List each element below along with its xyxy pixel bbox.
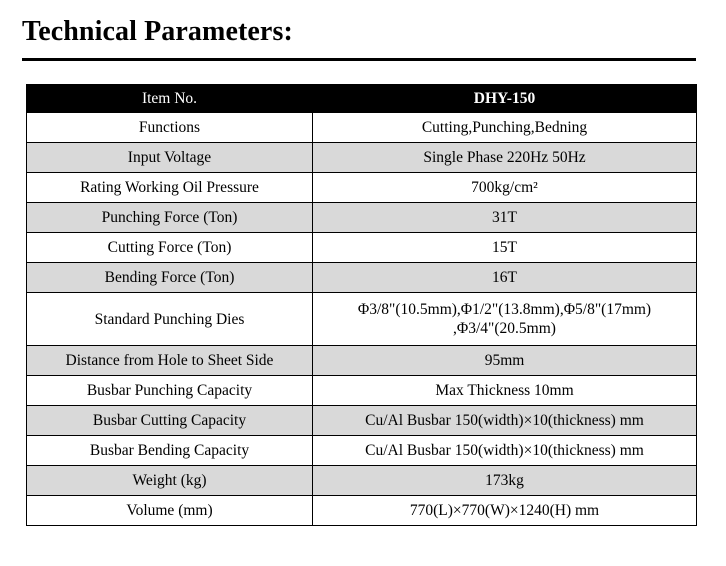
table-row-hole-distance: [27, 346, 697, 376]
table-row-oil-pressure: [27, 173, 697, 203]
table-row-bending-capacity: [27, 436, 697, 466]
table-row-volume: [27, 496, 697, 526]
row-value: 31T: [313, 203, 697, 233]
row-value: 95mm: [313, 346, 697, 376]
row-label: Bending Force (Ton): [27, 263, 313, 293]
row-value: Cu/Al Busbar 150(width)×10(thickness) mm: [313, 406, 697, 436]
table-row-input-voltage: [27, 143, 697, 173]
row-value: 16T: [313, 263, 697, 293]
table-row-cutting-capacity: [27, 406, 697, 436]
table-row-punching-dies: [27, 293, 697, 346]
header-model-cell: DHY-150: [313, 85, 697, 113]
row-value-line: Φ3/8"(10.5mm),Φ1/2"(13.8mm),Φ5/8"(17mm): [357, 301, 652, 318]
row-label: Standard Punching Dies: [27, 293, 313, 346]
table-row-punching-capacity: [27, 376, 697, 406]
row-label: Punching Force (Ton): [27, 203, 313, 233]
row-value: Cutting,Punching,Bedning: [313, 113, 697, 143]
row-label: Busbar Cutting Capacity: [27, 406, 313, 436]
row-value: 700kg/cm²: [313, 173, 697, 203]
row-value: Cu/Al Busbar 150(width)×10(thickness) mm: [313, 436, 697, 466]
row-value: 15T: [313, 233, 697, 263]
table-row-weight: [27, 466, 697, 496]
row-label: Distance from Hole to Sheet Side: [27, 346, 313, 376]
table-row-cutting-force: [27, 233, 697, 263]
technical-parameters-table: [26, 84, 697, 526]
row-value: Max Thickness 10mm: [313, 376, 697, 406]
row-label: Functions: [27, 113, 313, 143]
table-row-functions: [27, 113, 697, 143]
row-value: [313, 293, 697, 346]
page-title: Technical Parameters:: [22, 16, 293, 47]
table-row-punching-force: [27, 203, 697, 233]
table-header-row: [27, 85, 697, 113]
table-row-bending-force: [27, 263, 697, 293]
row-label: Volume (mm): [27, 496, 313, 526]
row-value-line: ,Φ3/4"(20.5mm): [453, 320, 556, 337]
row-label: Input Voltage: [27, 143, 313, 173]
row-label: Busbar Punching Capacity: [27, 376, 313, 406]
title-divider: [22, 58, 696, 61]
row-label: Cutting Force (Ton): [27, 233, 313, 263]
row-label: Rating Working Oil Pressure: [27, 173, 313, 203]
row-value: 770(L)×770(W)×1240(H) mm: [313, 496, 697, 526]
row-value: Single Phase 220Hz 50Hz: [313, 143, 697, 173]
row-label: Weight (kg): [27, 466, 313, 496]
row-value: 173kg: [313, 466, 697, 496]
row-label: Busbar Bending Capacity: [27, 436, 313, 466]
header-label-cell: Item No.: [27, 85, 313, 113]
